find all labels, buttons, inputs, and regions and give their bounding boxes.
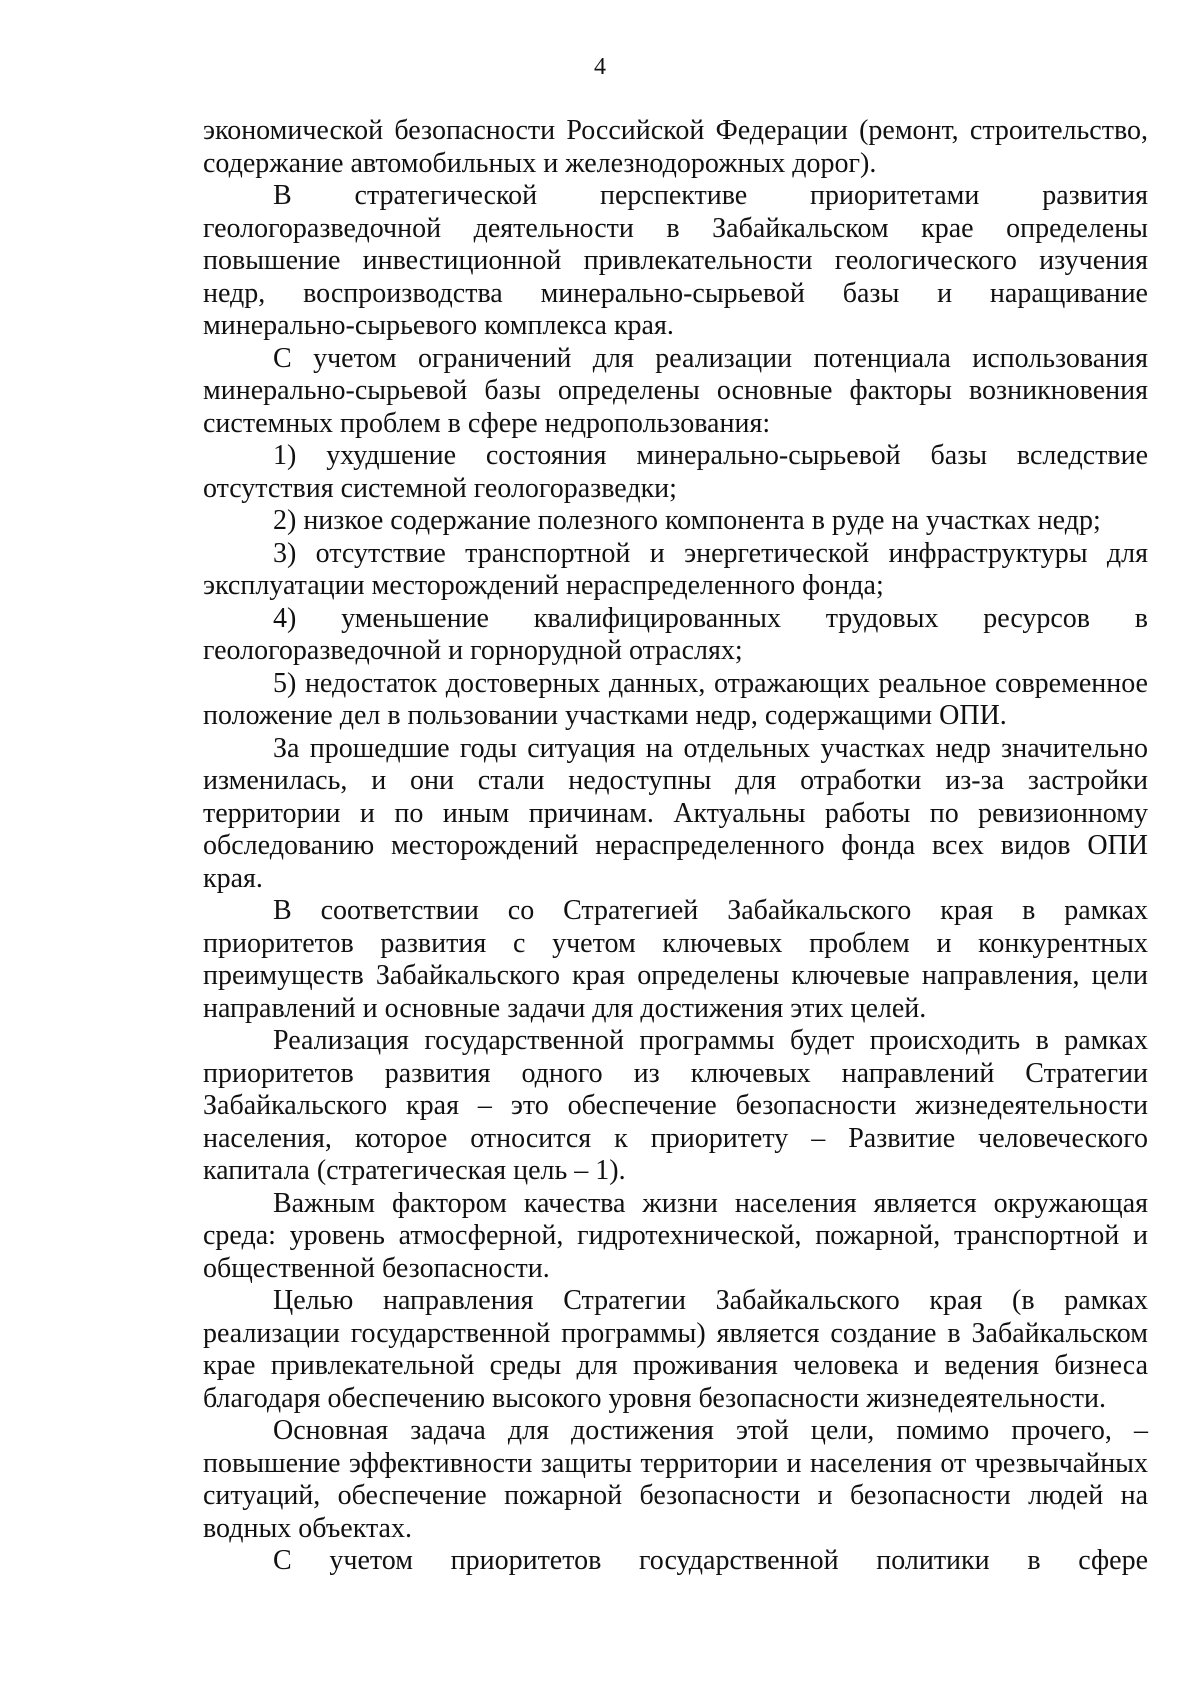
paragraph-8: Целью направления Стратегии Забайкальского края (в рамках реализации государственной программы) является создание в Забайкальском крае привлекательной среды для проживания человека и ведения бизнеса благодаря обеспечению высокого уровня безопасности жизнедеятельности. [203, 1285, 1148, 1414]
paragraph-7: Важным фактором качества жизни населения является окружающая среда: уровень атмосферной, гидротехнической, пожарной, транспортной и общественной безопасности. [203, 1187, 1148, 1284]
paragraph-10: С учетом приоритетов государственной политики в сфере [273, 1545, 1148, 1576]
page-number: 4 [594, 54, 606, 80]
paragraph-4: За прошедшие годы ситуация на отдельных участках недр значительно изменилась, и они стали недоступны для отработки из-за застройки территории и по иным причинам. Актуальны работы по ревизионному обследованию месторождений нераспределенного фонда всех видов ОПИ края. [203, 732, 1148, 894]
document-body [203, 115, 1148, 1578]
paragraph-2: В стратегической перспективе приоритетами развития геологоразведочной деятельности в Забайкальском крае определены повышение инвестиционной привлекательности геологического изучения недр, воспроизводства минерально-сырьевой базы и наращивание минерально-сырьевого комплекса края. [203, 180, 1148, 341]
paragraph-1: экономической безопасности Российской Федерации (ремонт, строительство, содержание автомобильных и железнодорожных дорог). [203, 115, 1148, 179]
list-item-5: 5) недостаток достоверных данных, отражающих реальное современное положение дел в пользовании участками недр, содержащими ОПИ. [203, 667, 1148, 731]
list-item-3: 3) отсутствие транспортной и энергетической инфраструктуры для эксплуатации месторождений нераспределенного фонда; [203, 537, 1148, 601]
paragraph-3: С учетом ограничений для реализации потенциала использования минерально-сырьевой базы определены основные факторы возникновения системных проблем в сфере недропользования: [203, 342, 1148, 439]
paragraph-9: Основная задача для достижения этой цели, помимо прочего, – повышение эффективности защиты территории и населения от чрезвычайных ситуаций, обеспечение пожарной безопасности и безопасности людей на водных объектах. [203, 1415, 1148, 1544]
list-item-4: 4) уменьшение квалифицированных трудовых ресурсов в геологоразведочной и горнорудной отраслях; [203, 602, 1148, 666]
paragraph-5: В соответствии со Стратегией Забайкальского края в рамках приоритетов развития с учетом ключевых проблем и конкурентных преимуществ Забайкальского края определены ключевые направления, цели направлений и основные задачи для достижения этих целей. [203, 895, 1148, 1024]
list-item-2: 2) низкое содержание полезного компонента в руде на участках недр; [273, 505, 1101, 536]
list-item-1: 1) ухудшение состояния минерально-сырьевой базы вследствие отсутствия системной геологоразведки; [203, 440, 1148, 504]
paragraph-6: Реализация государственной программы будет происходить в рамках приоритетов развития одного из ключевых направлений Стратегии Забайкальского края – это обеспечение безопасности жизнедеятельности населения, которое относится к приоритету – Развитие человеческого капитала (стратегическая цель – 1). [203, 1025, 1148, 1186]
